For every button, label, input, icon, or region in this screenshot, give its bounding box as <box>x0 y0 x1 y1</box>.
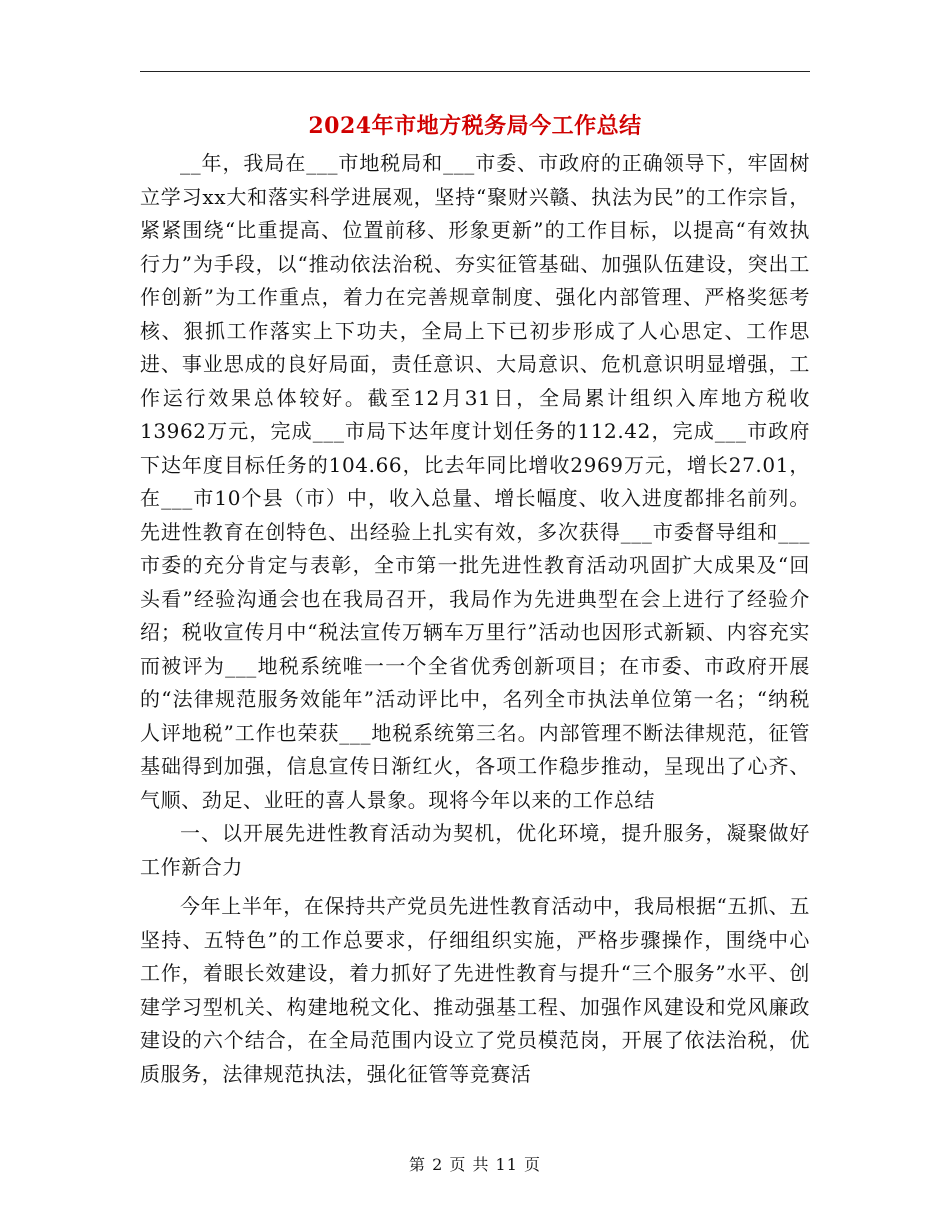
page-footer: 第 2 页 共 11 页 <box>409 1155 541 1174</box>
section-heading-1: 一、以开展先进性教育活动为契机，优化环境，提升服务，凝聚做好工作新合力 <box>140 821 810 879</box>
body-paragraph-intro: __年，我局在___市地税局和___市委、市政府的正确领导下，牢固树立学习xx大和落实科学进展观，坚持“聚财兴赣、执法为民”的工作宗旨，紧紧围绕“比重提高、位置前移、形象更新”的工作目标，以提高“有效执行力”为手段，以“推动依法治税、夯实征管基础、加强队伍建设，突出工作创新”为工作重点，着力在完善规章制度、强化内部管理、严格奖惩考核、狠抓工作落实上下功夫，全局上下已初步形成了人心思定、工作思进、事业思成的良好局面，责任意识、大局意识、危机意识明显增强，工作运行效果总体较好。截至12月31日，全局累计组织入库地方税收13962万元，完成___市局下达年度计划任务的112.42，完成___市政府下达年度目标任务的104.66，比去年同比增收2969万元，增长27.01，在___市10个县（市）中，收入总量、增长幅度、收入进度都排名前列。先进性教育在创特色、出经验上扎实有效，多次获得___市委督导组和___市委的充分肯定与表彰，全市第一批先进性教育活动巩固扩大成果及“回头看”经验沟通会也在我局召开，我局作为先进典型在会上进行了经验介绍；税收宣传月中“税法宣传万辆车万里行”活动也因形式新颖、内容充实而被评为___地税系统唯一一个全省优秀创新项目；在市委、市政府开展的“法律规范服务效能年”活动评比中，名列全市执法单位第一名；“纳税人评地税”工作也荣获___地税系统第三名。内部管理不断法律规范，征管基础得到加强，信息宣传日渐红火，各项工作稳步推动，呈现出了心齐、气顺、劲足、业旺的喜人景象。现将今年以来的工作总结 <box>140 151 810 812</box>
header-rule <box>140 71 810 72</box>
body-paragraph-section-1: 今年上半年，在保持共产党员先进性教育活动中，我局根据“五抓、五坚持、五特色”的工作总要求，仔细组织实施，严格步骤操作，围绕中心工作，着眼长效建设，着力抓好了先进性教育与提升“三个服务”水平、创建学习型机关、构建地税文化、推动强基工程、加强作风建设和党风廉政建设的六个结合，在全局范围内设立了党员模范岗，开展了依法治税，优质服务，法律规范执法，强化征管等竞赛活 <box>140 894 810 1086</box>
document-body <box>140 147 810 1091</box>
document-title: 2024年市地方税务局今工作总结 <box>308 113 642 139</box>
